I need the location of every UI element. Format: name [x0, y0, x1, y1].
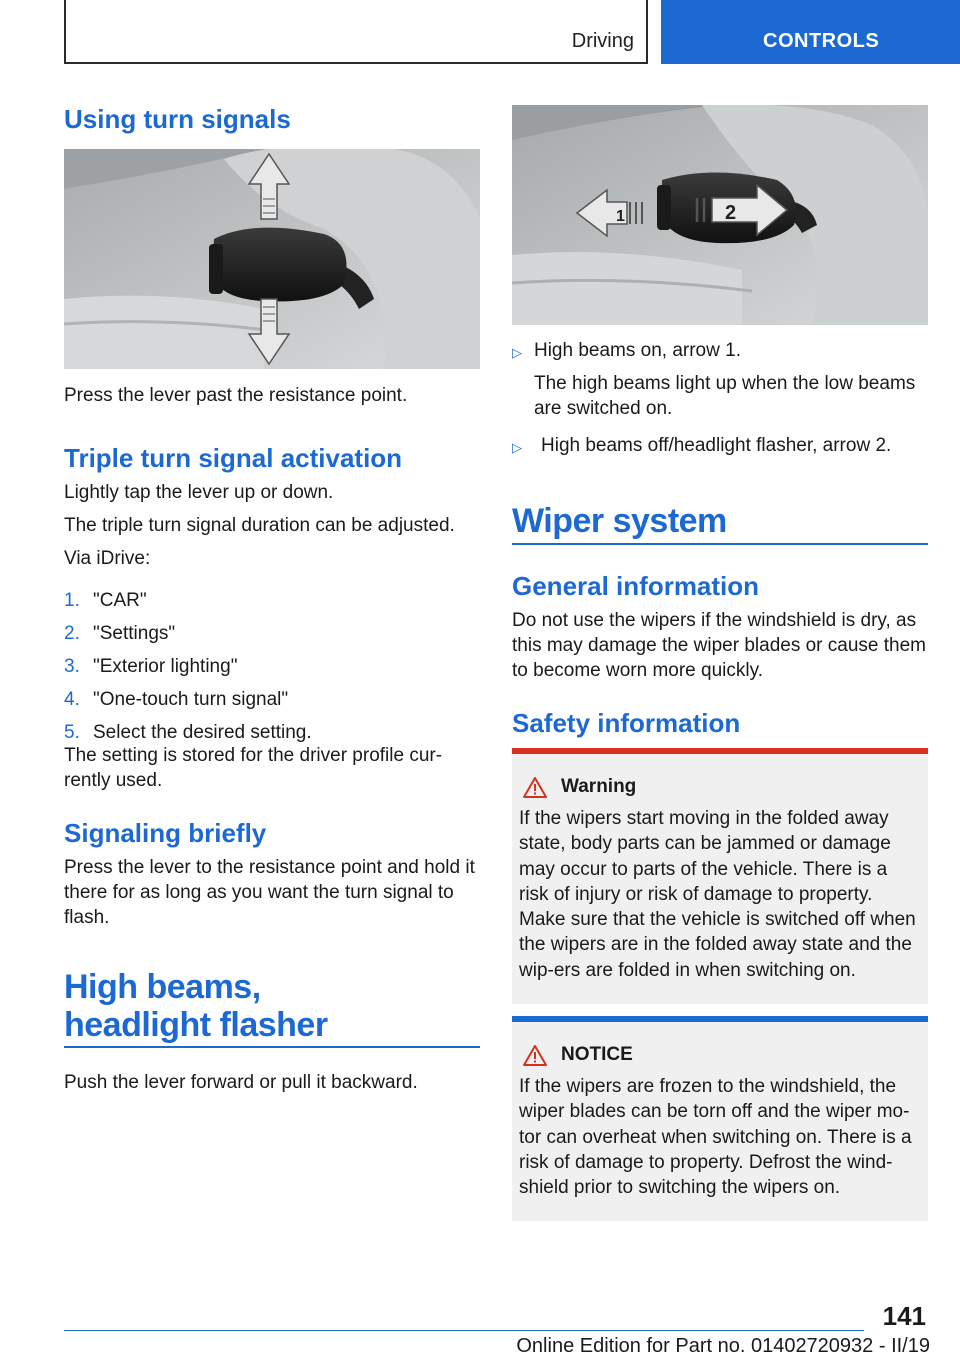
notice-triangle-icon — [523, 1045, 547, 1066]
turn-signal-lever-illustration — [64, 149, 480, 369]
list-item: ▷ High beams on, arrow 1. The high beams light up when the low beams are switched on. — [512, 340, 916, 419]
warning-triangle-icon — [523, 777, 547, 798]
list-item: ▷ High beams off/headlight flasher, arrow 2. — [512, 433, 932, 460]
setting-stored-paragraph: The setting is stored for the driver profile cur-rently used. — [64, 745, 443, 791]
high-beam-lever-illustration — [512, 105, 928, 325]
turn-signals-caption: Press the lever past the resistance point. — [64, 385, 408, 406]
heading-triple-turn-signal: Triple turn signal activation — [64, 443, 403, 473]
header-section-label: Driving — [571, 30, 634, 52]
list-item: 2. "Settings" — [64, 623, 176, 644]
heading-safety-information: Safety information — [512, 708, 741, 738]
footer-edition: Online Edition for Part no. 01402720932 - II/19 — [516, 1335, 930, 1357]
notice-title: NOTICE — [561, 1044, 633, 1065]
general-information-paragraph: Do not use the wipers if the windshield is dry, as this may damage the wiper blades or cause them to become worn more quickly. — [512, 610, 926, 681]
warning-body: If the wipers start moving in the folded away state, body parts can be jammed or damage may occur to parts of the vehicle. There is a risk of injury or risk of damage to property. Make sure that the vehicle is switched off when the wipers are in the folded away state and the wip-ers are folded in when switching on. — [519, 808, 916, 981]
list-item: 5. Select the desired setting. — [64, 722, 312, 743]
heading-signaling-briefly: Signaling briefly — [64, 818, 267, 848]
triangle-bullet-icon: ▷ — [512, 345, 522, 360]
triple-paragraph-3: Via iDrive: — [64, 548, 151, 569]
header-section-tab — [64, 0, 648, 64]
warning-title: Warning — [561, 776, 637, 797]
section-rule — [64, 1046, 480, 1048]
signaling-briefly-paragraph: Press the lever to the resistance point and hold it there for as long as you want the turn signal to flash. — [64, 857, 475, 928]
heading-high-beams-line2: headlight flasher — [64, 1006, 328, 1044]
high-beams-list — [512, 338, 932, 472]
list-item: 3. "Exterior lighting" — [64, 656, 238, 677]
arrow-2-label: 2 — [725, 202, 737, 224]
high-beams-paragraph: Push the lever forward or pull it backward. — [64, 1072, 418, 1093]
header-chapter-label: CONTROLS — [763, 30, 880, 52]
heading-general-information: General information — [512, 571, 760, 601]
notice-box — [512, 1016, 928, 1221]
triple-paragraph-1: Lightly tap the lever up or down. — [64, 482, 334, 503]
warning-box — [512, 748, 928, 1004]
page-number: 141 — [882, 1301, 926, 1331]
idrive-steps-list — [64, 584, 484, 749]
arrow-1-label: 1 — [616, 208, 625, 225]
triple-paragraph-2: The triple turn signal duration can be adjusted. — [64, 515, 455, 536]
section-rule — [512, 543, 928, 545]
heading-using-turn-signals: Using turn signals — [64, 104, 291, 134]
triangle-bullet-icon: ▷ — [512, 440, 522, 455]
heading-high-beams-line1: High beams, — [64, 968, 261, 1006]
list-item: 4. "One-touch turn signal" — [64, 689, 289, 710]
heading-wiper-system: Wiper system — [512, 502, 727, 540]
header-chapter-tab — [661, 0, 960, 64]
list-item: 1. "CAR" — [64, 590, 147, 611]
notice-body: If the wipers are frozen to the windshield, the wiper blades can be torn off and the wiper mo-tor can overheat when switching on. There is a risk of damage to property. Defrost the wind-shield prior to switching the wipers on. — [519, 1076, 912, 1199]
footer-rule — [64, 1330, 864, 1331]
